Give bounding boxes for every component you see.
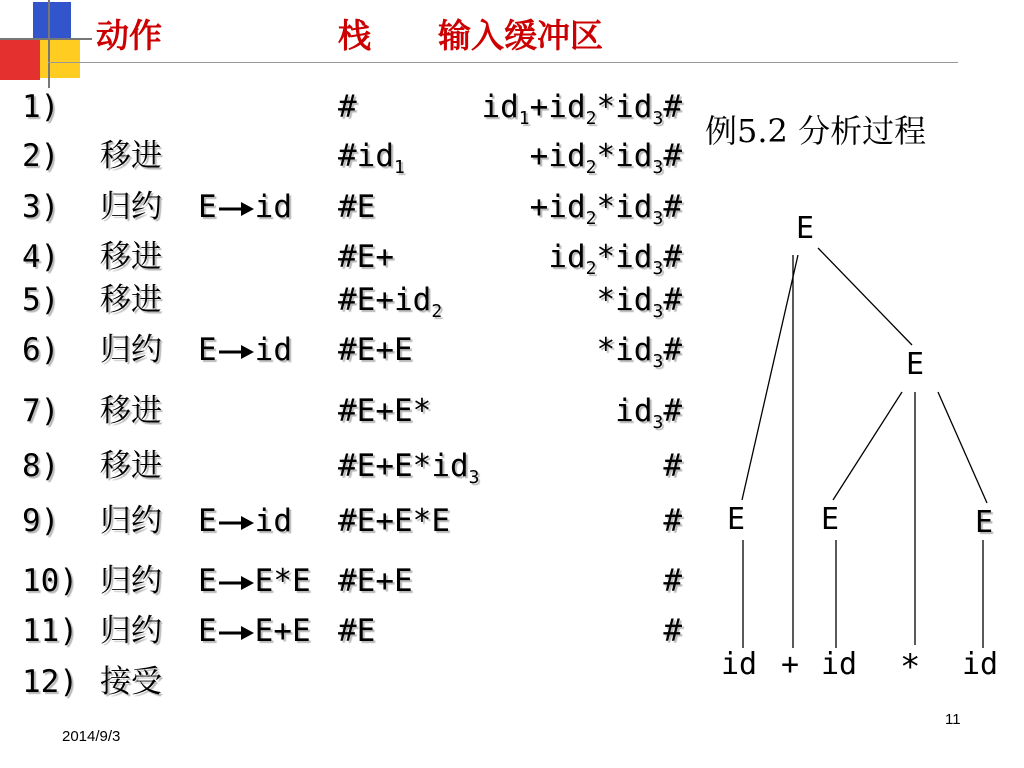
step-action: 移进 xyxy=(100,448,162,484)
step-action: 归约 xyxy=(100,332,162,368)
rule-rhs: id xyxy=(254,503,292,539)
edge-mid-right xyxy=(938,392,987,503)
step-number: 2) xyxy=(22,138,60,174)
input-token: *id xyxy=(596,239,653,275)
stack-text: #id xyxy=(338,138,394,174)
tree-right-e: E xyxy=(975,505,994,540)
edge-root-left xyxy=(742,255,798,500)
input-subscript: 3 xyxy=(652,351,664,372)
tree-root: E xyxy=(796,211,815,246)
input-token: id xyxy=(615,393,653,429)
step-number: 5) xyxy=(22,282,60,318)
page-number: 11 xyxy=(945,711,961,728)
rule-lhs: E xyxy=(198,332,217,368)
input-token: *id xyxy=(596,138,653,174)
input-token: # xyxy=(663,563,682,599)
rule-lhs: E xyxy=(198,189,217,225)
step-action: 接受 xyxy=(100,664,162,700)
step-number: 4) xyxy=(22,239,60,275)
stack-text: #E xyxy=(338,613,376,649)
input-token: # xyxy=(663,332,682,368)
input-subscript: 3 xyxy=(652,108,664,129)
stack-text: #E+ xyxy=(338,239,394,275)
stack-subscript: 3 xyxy=(468,467,480,488)
stack-subscript: 2 xyxy=(431,301,443,322)
rule-rhs: E+E xyxy=(254,613,311,649)
tree-leaf-id1: id xyxy=(721,647,758,682)
rule-rhs: E*E xyxy=(254,563,311,599)
input-token: # xyxy=(663,138,682,174)
stack-text: #E+E xyxy=(338,332,413,368)
step-action: 归约 xyxy=(100,189,162,225)
rule-lhs: E xyxy=(198,563,217,599)
input-subscript: 3 xyxy=(652,258,664,279)
header-action: 动作 xyxy=(96,16,162,55)
stack-text: #E+E* xyxy=(338,393,432,429)
step-number: 11) xyxy=(22,613,78,649)
tree-center-e: E xyxy=(821,502,840,537)
step-action: 移进 xyxy=(100,239,162,275)
stack-text: #E+E*id xyxy=(338,448,469,484)
input-subscript: 1 xyxy=(518,108,530,129)
input-token: # xyxy=(663,189,682,225)
step-action: 归约 xyxy=(100,613,162,649)
tree-leaf-plus: + xyxy=(781,647,800,682)
input-subscript: 2 xyxy=(585,157,597,178)
stack-text: #E+E xyxy=(338,563,413,599)
input-subscript: 3 xyxy=(652,157,664,178)
step-number: 6) xyxy=(22,332,60,368)
input-token: *id xyxy=(596,332,653,368)
step-number: 10) xyxy=(22,563,78,599)
input-subscript: 2 xyxy=(585,208,597,229)
step-number: 3) xyxy=(22,189,60,225)
step-number: 9) xyxy=(22,503,60,539)
example-caption: 例5.2 分析过程 xyxy=(705,112,927,150)
input-subscript: 2 xyxy=(585,108,597,129)
footer-date: 2014/9/3 xyxy=(62,728,121,745)
step-number: 8) xyxy=(22,448,60,484)
tree-leaf-id2: id xyxy=(821,647,858,682)
input-token: # xyxy=(663,393,682,429)
stack-text: #E+E*E xyxy=(338,503,450,539)
input-token: +id xyxy=(529,89,586,125)
stack-text: #E xyxy=(338,189,376,225)
step-action: 移进 xyxy=(100,393,162,429)
stack-subscript: 1 xyxy=(394,157,405,178)
tree-leaf-id3: id xyxy=(962,647,999,682)
input-token: # xyxy=(663,613,682,649)
step-number: 1) xyxy=(22,89,60,125)
edge-mid-center xyxy=(833,392,902,500)
input-token: # xyxy=(663,282,682,318)
step-number: 7) xyxy=(22,393,60,429)
input-subscript: 2 xyxy=(585,258,597,279)
input-subscript: 3 xyxy=(652,301,664,322)
edge-root-mid xyxy=(818,248,912,345)
input-token: +id xyxy=(529,189,586,225)
rule-lhs: E xyxy=(198,503,217,539)
step-action: 归约 xyxy=(100,503,162,539)
tree-left-e: E xyxy=(727,502,746,537)
input-token: id xyxy=(481,89,519,125)
input-token: # xyxy=(663,239,682,275)
input-token: # xyxy=(663,89,682,125)
header-stack: 栈 xyxy=(338,16,371,55)
step-action: 移进 xyxy=(100,282,162,318)
rule-rhs: id xyxy=(254,332,292,368)
tree-leaf-star: * xyxy=(900,647,921,687)
header-input: 输入缓冲区 xyxy=(438,16,603,55)
step-number: 12) xyxy=(22,664,78,700)
input-token: # xyxy=(663,448,682,484)
step-action: 移进 xyxy=(100,138,162,174)
tree-mid: E xyxy=(906,347,925,382)
input-subscript: 3 xyxy=(652,412,664,433)
input-token: +id xyxy=(529,138,586,174)
input-token: *id xyxy=(596,89,653,125)
input-token: *id xyxy=(596,282,653,318)
input-token: # xyxy=(663,503,682,539)
rule-rhs: id xyxy=(254,189,292,225)
input-token: id xyxy=(548,239,586,275)
stack-text: # xyxy=(338,89,357,125)
stack-text: #E+id xyxy=(338,282,432,318)
input-subscript: 3 xyxy=(652,208,664,229)
input-token: *id xyxy=(596,189,653,225)
step-action: 归约 xyxy=(100,563,162,599)
rule-lhs: E xyxy=(198,613,217,649)
